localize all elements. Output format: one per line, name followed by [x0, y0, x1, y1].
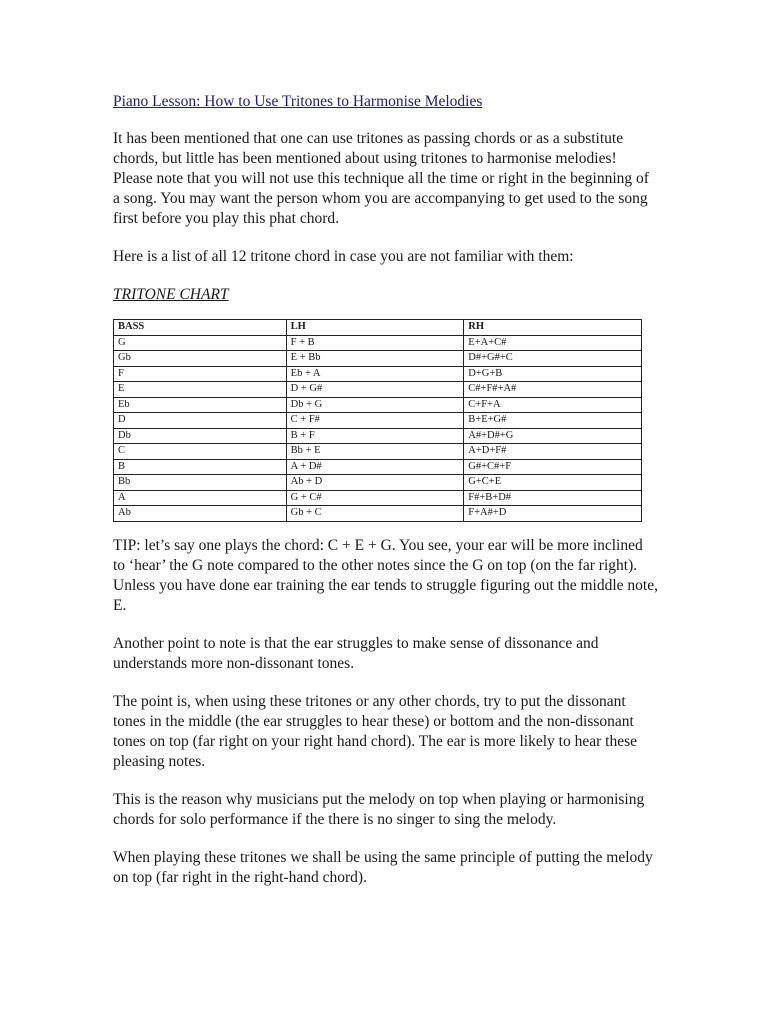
cell-bass: G [114, 335, 287, 351]
cell-lh: E + Bb [286, 351, 464, 367]
document-page [113, 92, 658, 906]
cell-lh: F + B [286, 335, 464, 351]
cell-bass: C [114, 444, 287, 460]
melody-on-top-paragraph: This is the reason why musicians put the melody on top when playing or harmonising chords for solo performance if the there is no singer to sing the melody. [113, 790, 645, 828]
cell-lh: A + D# [286, 459, 464, 475]
table-row [114, 459, 642, 475]
cell-lh: C + F# [286, 413, 464, 429]
table-row [114, 351, 642, 367]
cell-rh: D+G+B [464, 366, 642, 382]
cell-rh: C#+F#+A# [464, 382, 642, 398]
cell-lh: Eb + A [286, 366, 464, 382]
cell-lh: Ab + D [286, 475, 464, 491]
cell-lh: Gb + C [286, 506, 464, 522]
header-lh: LH [286, 320, 464, 336]
table-header-row [114, 320, 642, 336]
cell-rh: B+E+G# [464, 413, 642, 429]
table-row [114, 366, 642, 382]
header-bass: BASS [114, 320, 287, 336]
cell-bass: Gb [114, 351, 287, 367]
cell-rh: F+A#+D [464, 506, 642, 522]
cell-rh: G#+C#+F [464, 459, 642, 475]
header-rh: RH [464, 320, 642, 336]
cell-lh: Db + G [286, 397, 464, 413]
cell-rh: C+F+A [464, 397, 642, 413]
cell-rh: F#+B+D# [464, 490, 642, 506]
intro-paragraph: It has been mentioned that one can use tritones as passing chords or as a substitute chords, but little has been mentioned about using tritones to harmonise melodies! Please note that you will not use this technique all the time or right in the beginning of a song. You may want the person whom you are accompanying to get used to the song first before you play this phat chord. [113, 130, 649, 227]
tip-paragraph: TIP: let’s say one plays the chord: C + E + G. You see, your ear will be more inclined to ‘hear’ the G note compared to the other notes since the G on top (on the far right). Unless you have done ear training the ear tends to struggle figuring out the middle note, E. [113, 536, 658, 614]
cell-rh: E+A+C# [464, 335, 642, 351]
dissonance-paragraph: Another point to note is that the ear struggles to make sense of dissonance and understands more non-dissonant tones. [113, 634, 599, 672]
table-row [114, 413, 642, 429]
table-row [114, 382, 642, 398]
cell-bass: B [114, 459, 287, 475]
cell-bass: E [114, 382, 287, 398]
table-row [114, 335, 642, 351]
cell-lh: B + F [286, 428, 464, 444]
cell-rh: D#+G#+C [464, 351, 642, 367]
cell-rh: G+C+E [464, 475, 642, 491]
tritone-usage-paragraph: The point is, when using these tritones or any other chords, try to put the dissonant tones in the middle (the ear struggles to hear these) or bottom and the non-dissonant tones on top (far right on your right hand chord). The ear is more likely to hear these pleasing notes. [113, 692, 637, 770]
cell-lh: G + C# [286, 490, 464, 506]
cell-lh: Bb + E [286, 444, 464, 460]
tritone-table [113, 319, 642, 522]
cell-bass: Eb [114, 397, 287, 413]
cell-bass: A [114, 490, 287, 506]
table-row [114, 428, 642, 444]
cell-bass: F [114, 366, 287, 382]
document-title[interactable]: Piano Lesson: How to Use Tritones to Harmonise Melodies [113, 93, 483, 110]
cell-rh: A+D+F# [464, 444, 642, 460]
principle-paragraph: When playing these tritones we shall be using the same principle of putting the melody on top (far right in the right-hand chord). [113, 848, 653, 886]
cell-lh: D + G# [286, 382, 464, 398]
cell-bass: Db [114, 428, 287, 444]
tritone-chart-heading: TRITONE CHART [113, 286, 229, 303]
table-row [114, 506, 642, 522]
cell-rh: A#+D#+G [464, 428, 642, 444]
cell-bass: Bb [114, 475, 287, 491]
table-row [114, 490, 642, 506]
cell-bass: Ab [114, 506, 287, 522]
list-intro-paragraph: Here is a list of all 12 tritone chord in case you are not familiar with them: [113, 248, 574, 265]
table-row [114, 397, 642, 413]
table-row [114, 444, 642, 460]
cell-bass: D [114, 413, 287, 429]
table-row [114, 475, 642, 491]
